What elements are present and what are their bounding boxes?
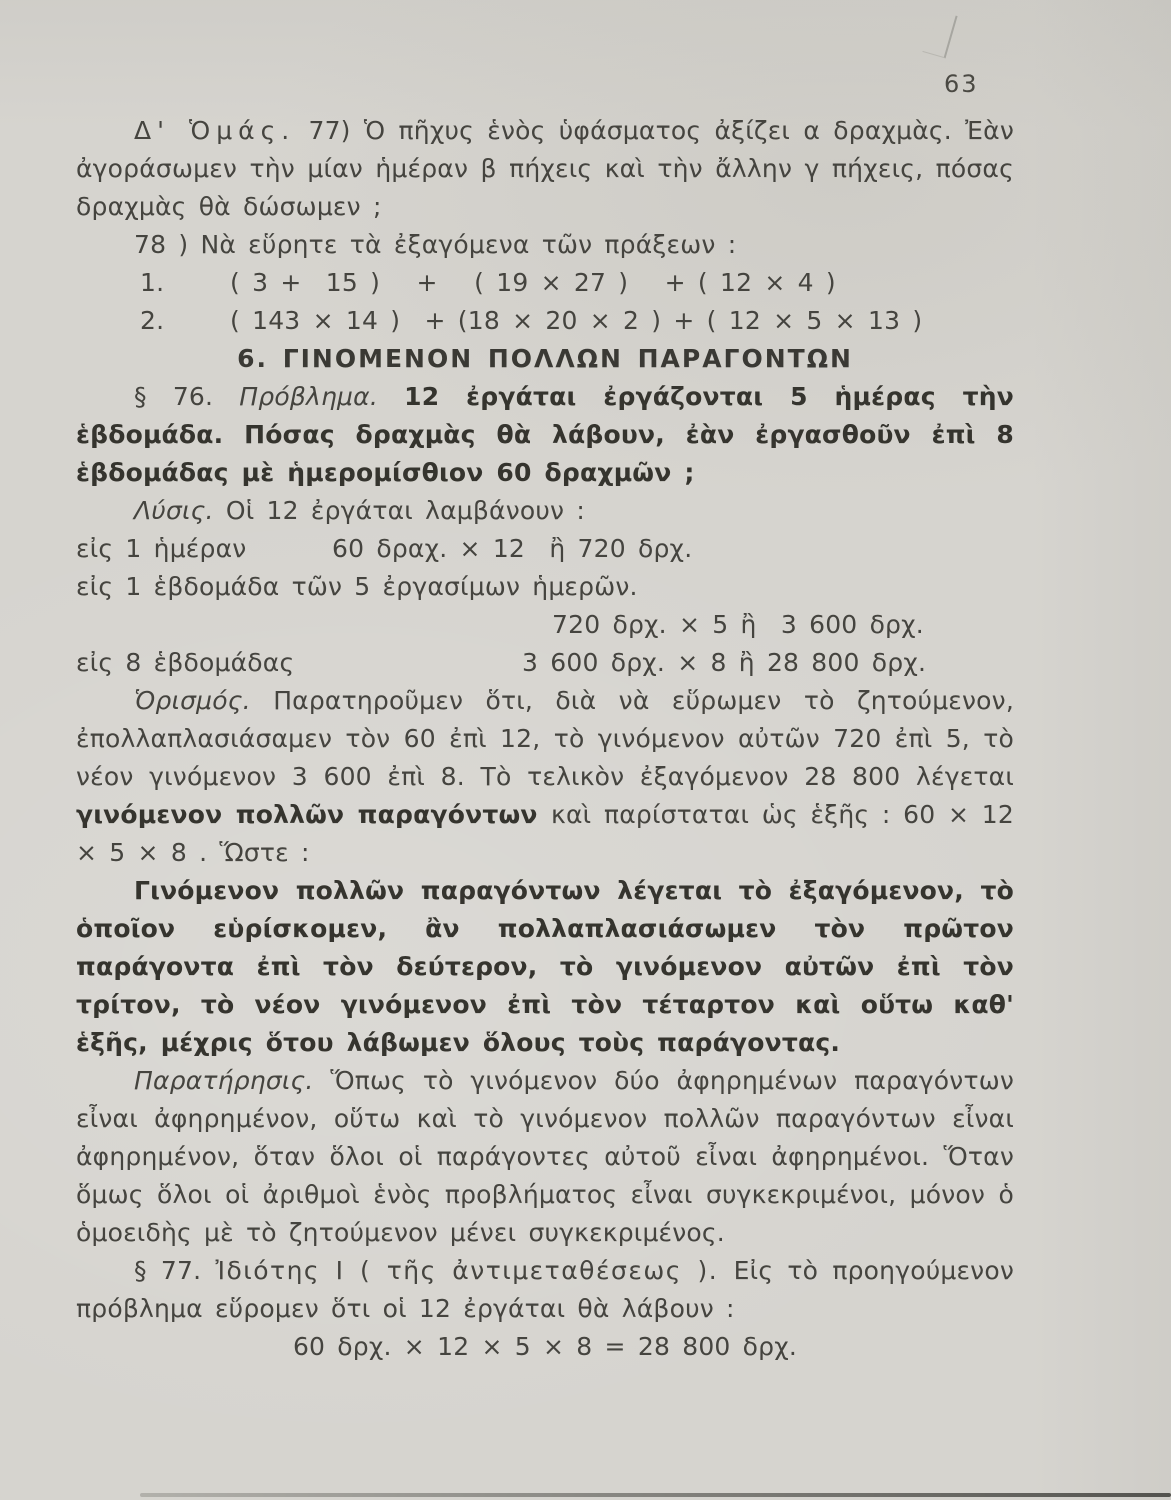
para-exercise-77 [76,112,1014,226]
remark-label: Παρατήρησις. [134,1066,331,1095]
property-77-number: § 77. [134,1256,216,1285]
page-number: 63 [944,70,979,98]
exercise-item-number: 2. [140,306,165,335]
exercise-item-expression: ( 143 × 14 ) + (18 × 20 × 2 ) + ( 12 × 5 × 13 ) [230,306,923,335]
calc-row-day [76,530,1014,568]
property-77-text: Εἰς τὸ προηγούμενον πρόβλημα εὕρομεν ὅτι οἱ 12 ἐργάται θὰ λάβουν : [76,1256,1015,1323]
calc-row-week-note [76,568,1014,606]
scan-bottom-edge [140,1493,1171,1497]
para-solution-intro [76,492,1014,530]
solution-intro-text: Οἱ 12 ἐργάται λαμβάνουν : [225,496,585,525]
exercise-78-item-2 [76,302,1014,340]
solution-calculations [76,530,1014,682]
remark-text: Ὅπως τὸ γινόμενον δύο ἀφηρημένων παραγόντων εἶναι ἀφηρημένον, οὕτω καὶ τὸ γινόμενον πολλῶν παραγόντων εἶναι ἀφηρημένον, ὅταν ὅλοι οἱ παράγοντες αὐτοῦ εἶναι ἀφηρημένοι. Ὅταν ὅμως ὅλοι οἱ ἀριθμοὶ ἑνὸς προβλήματος εἶναι συγκεκριμένοι, μόνον ὁ ὁμοειδὴς μὲ τὸ ζητούμενον μένει συγκεκριμένος. [76,1066,1014,1247]
para-definition-intro [76,682,1014,872]
calc-value: 3 600 δρχ. × 8 ἢ 28 800 δρχ. [522,648,927,677]
solution-label: Λύσις. [134,496,226,525]
calc-value: 720 δρχ. × 5 ἢ 3 600 δρχ. [552,610,924,639]
calc-label: εἰς 1 ἑβδομάδα τῶν 5 ἐργασίμων ἡμερῶν. [76,572,638,601]
para-property-77 [76,1252,1014,1328]
pencil-mark [922,10,957,59]
calc-row-eight-weeks [76,644,1014,682]
calc-label: εἰς 1 ἡμέραν [76,534,247,563]
problem-76-number: § 76. [134,382,240,411]
problem-76-label: Πρόβλημα. [239,382,405,411]
page-content [76,112,1014,1366]
property-77-title: Ἰδιότης Ι ( τῆς ἀντιμεταθέσεως ). [215,1256,734,1285]
exercise-item-number: 1. [140,268,165,297]
para-exercise-78-intro: 78 ) Νὰ εὕρητε τὰ ἐξαγόμενα τῶν πράξεων : [134,230,737,259]
calc-row-week [76,606,1014,644]
exercise-item-expression: ( 3 + 15 ) + ( 19 × 27 ) + ( 12 × 4 ) [230,268,836,297]
exercise-77-text: 77) Ὁ πῆχυς ἑνὸς ὑφάσματος ἀξίζει α δραχμὰς. Ἐὰν ἀγοράσωμεν τὴν μίαν ἡμέραν β πήχεις καὶ τὴν ἄλλην γ πήχεις, πόσας δραχμὰς θὰ δώσωμεν ; [76,116,1014,221]
para-problem-76 [76,378,1014,492]
property-77-formula: 60 δρχ. × 12 × 5 × 8 = 28 800 δρχ. [292,1332,798,1361]
orismos-text-1: Παρατηροῦμεν ὅτι, διὰ νὰ εὕρωμεν τὸ ζητούμενον, ἐπολλαπλασιάσαμεν τὸν 60 ἐπὶ 12, τὸ γινόμενον αὐτῶν 720 ἐπὶ 5, τὸ νέον γινόμενον 3 600 ἐπὶ 8. Τὸ τελικὸν ἐξαγόμενον 28 800 λέγεται [76,686,1014,791]
exercise-78-item-1 [76,264,1014,302]
calc-value: 60 δραχ. × 12 ἢ 720 δρχ. [332,534,693,563]
para-definition: Γινόμενον πολλῶν παραγόντων λέγεται τὸ ἐξαγόμενον, τὸ ὁποῖον εὑρίσκομεν, ἂν πολλαπλασιάσωμεν τὸν πρῶτον παράγοντα ἐπὶ τὸν δεύτερον, τὸ γινόμενον αὐτῶν ἐπὶ τὸν τρίτον, τὸ νέον γινόμενον ἐπὶ τὸν τέταρτον καὶ οὕτω καθ' ἑξῆς, μέχρις ὅτου λάβωμεν ὅλους τοὺς παράγοντας. [76,876,1014,1057]
problem-76-body: 12 ἐργάται ἐργάζονται 5 ἡμέρας τὴν ἑβδομάδα. Πόσας δραχμὰς θὰ λάβουν, ἐὰν ἐργασθοῦν ἐπὶ 8 ἑβδομάδας μὲ ἡμερομίσθιον 60 δραχμῶν ; [76,382,1014,487]
orismos-label: Ὁρισμός. [134,686,274,715]
calc-label: εἰς 8 ἑβδομάδας [76,648,295,677]
omas-heading: Δ' Ὁμάς. [134,116,296,145]
para-remark [76,1062,1014,1252]
orismos-text-2: καὶ παρίσταται ὡς ἑξῆς : 60 × 12 × 5 × 8 . Ὥστε : [76,800,1014,867]
orismos-term-bold: γινόμενον πολλῶν παραγόντων [76,800,552,829]
section-heading: 6. ΓΙΝΟΜΕΝΟΝ ΠΟΛΛΩΝ ΠΑΡΑΓΟΝΤΩΝ [237,344,853,373]
